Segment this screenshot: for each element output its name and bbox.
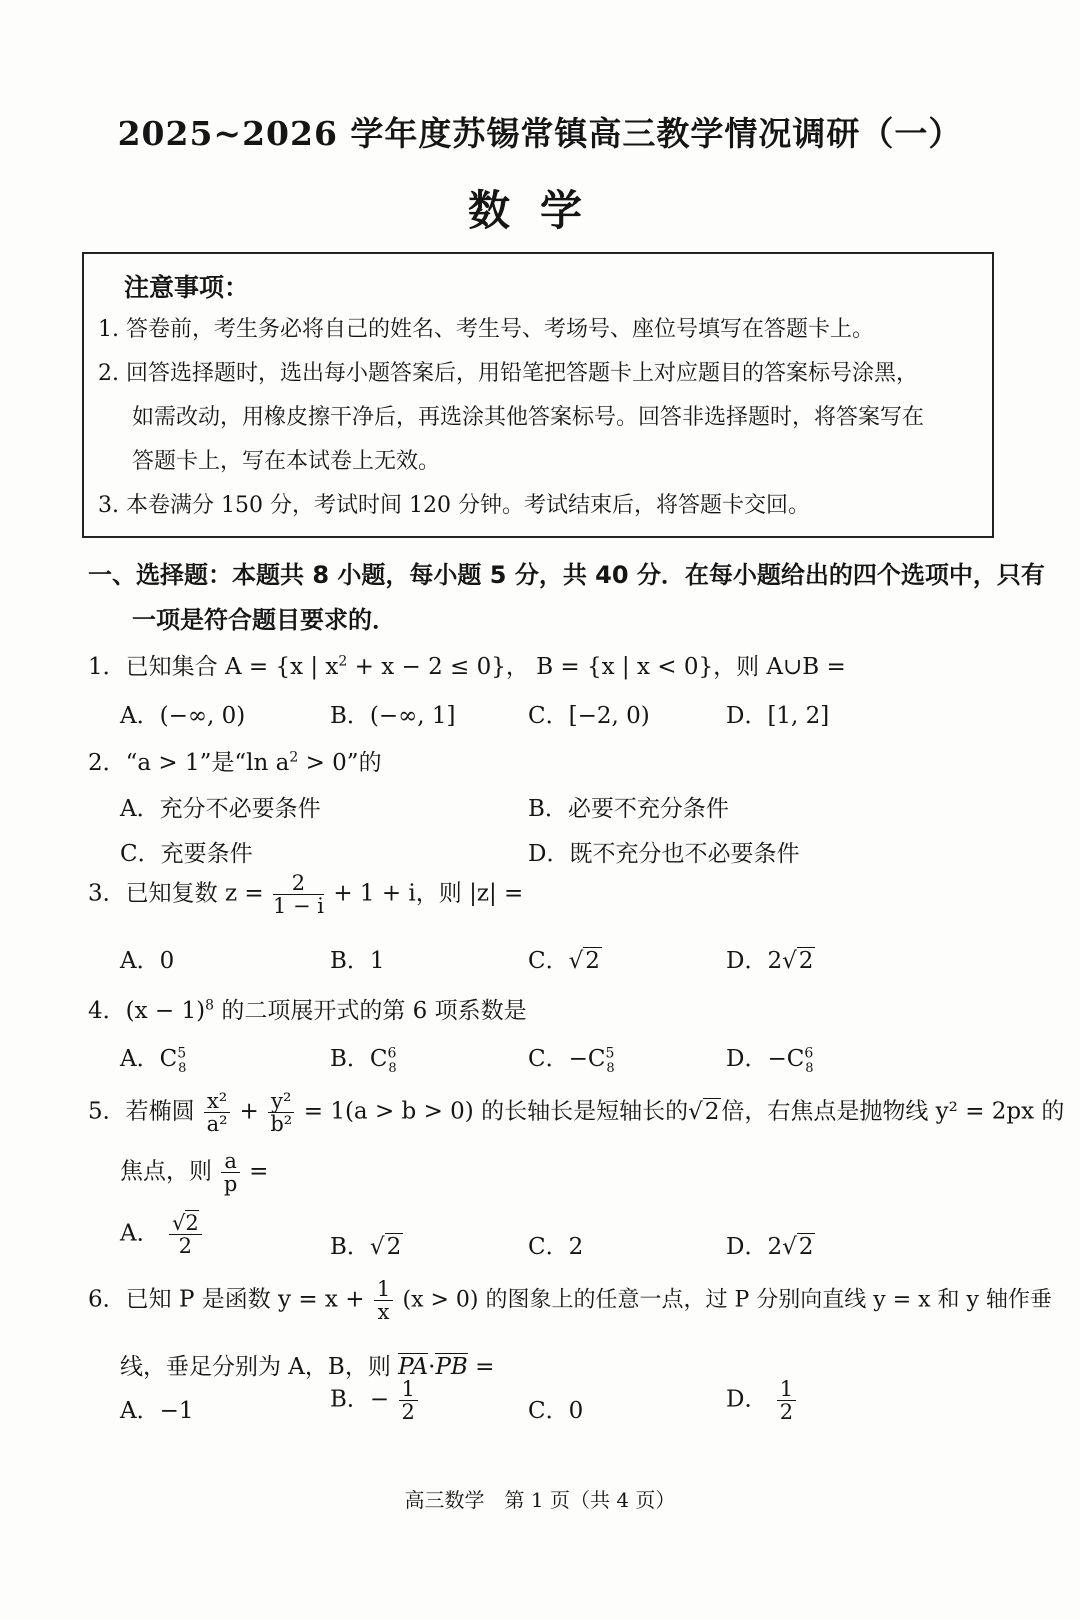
- question-6-line2: 线，垂足分别为 A，B，则 PA·PB =: [120, 1354, 495, 1380]
- q3-option-a: A．0: [120, 948, 175, 974]
- notice-title: 注意事项：: [124, 273, 250, 302]
- question-6: 6．已知 P 是函数 y = x + $\frac{1}{x}$ (x > 0) 的图象上的任意一点，过 P 分别向直线 y = x 和 y 轴作垂: [88, 1277, 1052, 1325]
- section-heading-line2: 一项是符合题目要求的．: [132, 606, 396, 634]
- q3-option-c: C．√2: [528, 948, 600, 974]
- notice-line-2c: 答题卡上，写在本试卷上无效。: [132, 449, 441, 474]
- question-1: 1．已知集合 A = {x | $x^2 + x - 2 \le 0$}， B = {x | x < 0}，则 A∪B =: [88, 653, 846, 680]
- q5-option-d: D．2√2: [726, 1234, 814, 1260]
- question-3: 3．已知复数 z = $\frac{2}{1 - i}$ + 1 + i，则 |z| =: [88, 871, 524, 919]
- notice-line-2b: 如需改动，用橡皮擦干净后，再选涂其他答案标号。回答非选择题时，将答案写在: [132, 405, 925, 430]
- q4-option-b: B．$C^6_8$: [330, 1045, 397, 1076]
- q6-option-d: D． $\frac{1}{2}$: [726, 1378, 798, 1423]
- q3-fraction: $\frac{2}{1 - i}$: [272, 871, 324, 919]
- question-4: 4．$(x - 1)^8$ 的二项展开式的第 6 项系数是: [88, 997, 527, 1024]
- q1-option-b: B．(−∞, 1]: [330, 703, 456, 729]
- notice-line-1: 1. 答卷前，考生务必将自己的姓名、考生号、考场号、座位号填写在答题卡上。: [98, 317, 874, 342]
- q4-option-d: D．$-C^6_8$: [726, 1045, 814, 1076]
- subject-title: 数学: [467, 186, 612, 235]
- q3-option-d: D．2√2: [726, 948, 814, 974]
- q1-option-c: C．[−2, 0): [528, 703, 650, 729]
- q4-option-a: A．$C^5_8$: [120, 1045, 187, 1076]
- notice-line-2a: 2. 回答选择题时，选出每小题答案后，用铅笔把答题卡上对应题目的答案标号涂黑，: [98, 361, 918, 386]
- q5-option-b: B．√2: [330, 1234, 402, 1260]
- notice-line-3: 3. 本卷满分 150 分，考试时间 120 分钟。考试结束后，将答题卡交回。: [98, 493, 810, 518]
- page-footer: 高三数学 第 1 页（共 4 页）: [404, 1488, 676, 1512]
- q3-option-b: B．1: [330, 948, 385, 974]
- q2-option-a: A．充分不必要条件: [120, 796, 321, 822]
- q1-option-a: A．(−∞, 0): [120, 703, 246, 729]
- q2-option-c: C．充要条件: [120, 841, 253, 867]
- q2-option-d: D．既不充分也不必要条件: [528, 841, 800, 867]
- q4-option-c: C．$-C^5_8$: [528, 1045, 615, 1076]
- q6-option-b: B．− $\frac{1}{2}$: [330, 1378, 420, 1423]
- exam-title: 2025~2026 学年度苏锡常镇高三教学情况调研（一）: [117, 114, 963, 153]
- q1-option-d: D．[1, 2]: [726, 703, 830, 729]
- q5-option-c: C．2: [528, 1234, 584, 1260]
- section-heading-line1: 一、选择题：本题共 8 小题，每小题 5 分，共 40 分．在每小题给出的四个选项中，只有: [88, 561, 1045, 589]
- q5-option-a: A． $\frac{√2}{2}$: [120, 1212, 204, 1257]
- q6-option-a: A．−1: [120, 1398, 194, 1424]
- q6-option-c: C．0: [528, 1398, 584, 1424]
- question-5: 5．若椭圆 $\frac{\text{x²}}{\text{a²}}$ + $\frac{\text{y²}}{\text{b²}}$ = 1(a > b > 0) 的长轴长是短轴长的√2倍，右焦点是抛物线 y² = 2px 的: [88, 1089, 1065, 1137]
- question-2: 2．“a > 1”是“ln $a^2 > 0$”的: [88, 749, 382, 776]
- question-5-line2: 焦点，则 $\frac{a}{p}$ =: [120, 1149, 269, 1197]
- q2-option-b: B．必要不充分条件: [528, 796, 729, 822]
- notice-box: [82, 252, 994, 538]
